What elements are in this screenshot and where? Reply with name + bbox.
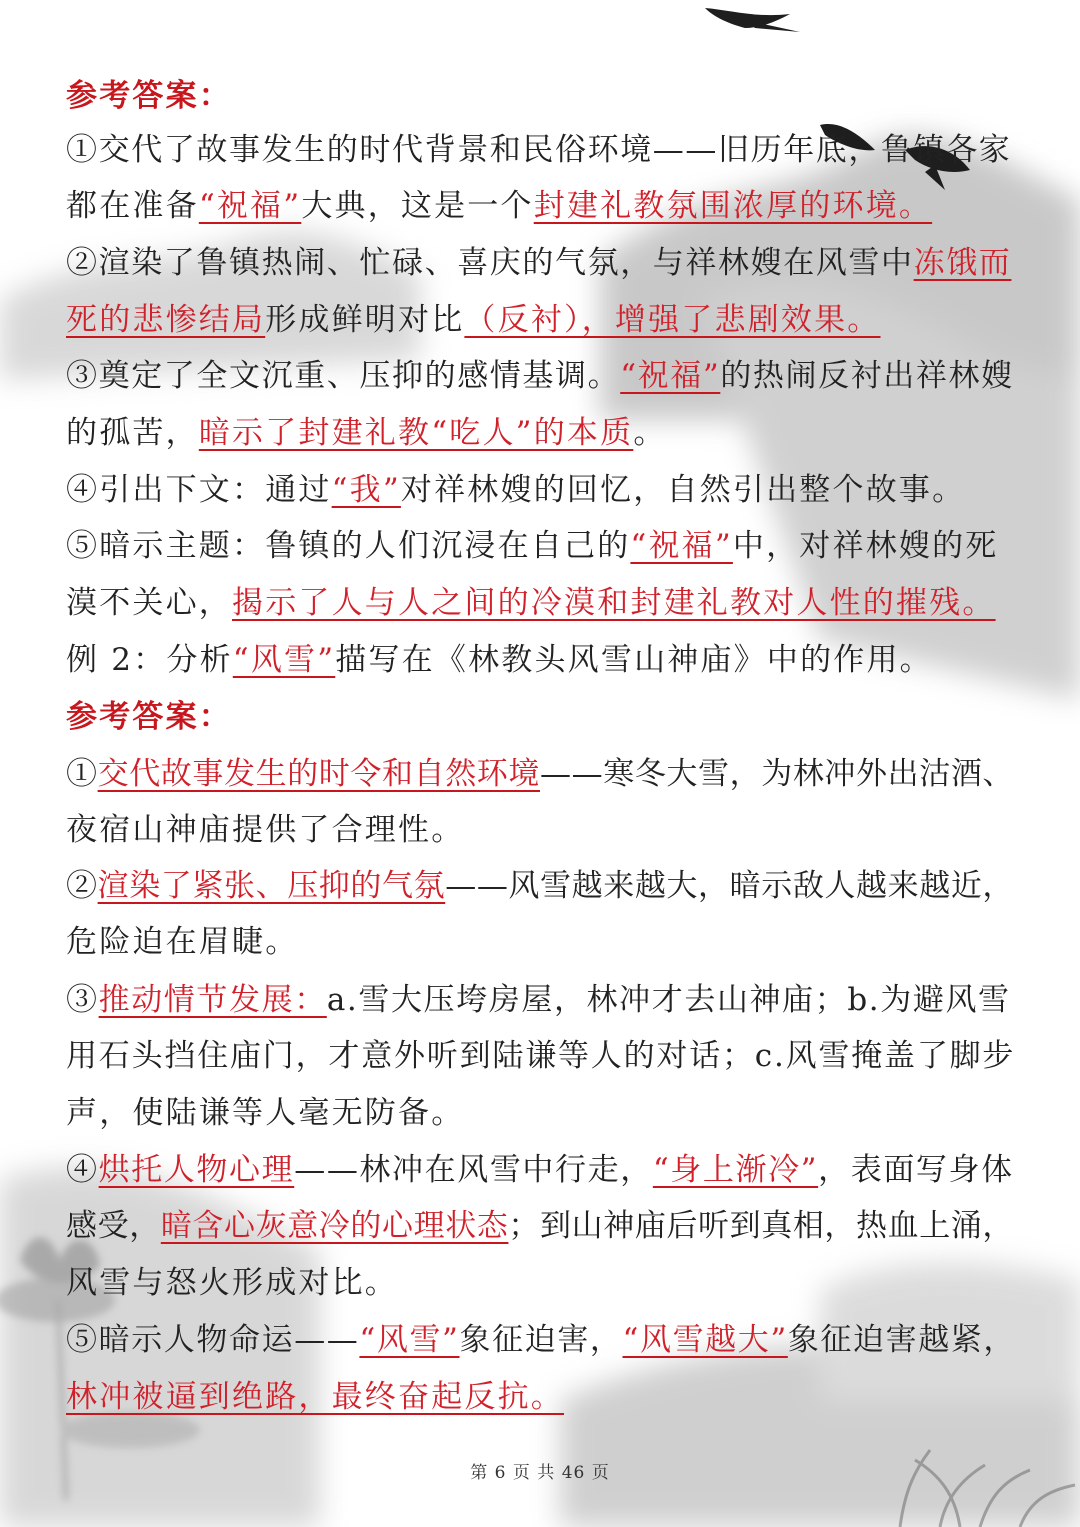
fill-in-answer: 冻饿而 (913, 245, 1012, 281)
text: 都在准备 (66, 188, 199, 224)
fill-in-answer: 推动情节发展： (98, 982, 327, 1018)
text: 声，使陆谦等人毫无防备。 (66, 1095, 465, 1131)
answer-heading: 参考答案： (66, 699, 232, 735)
text: ③ (66, 982, 99, 1018)
answer-item-3-line-2 (66, 413, 667, 453)
fill-in-answer: 暗示了封建礼教“吃人”的本质 (198, 415, 634, 451)
fill-in-answer: “我” (331, 472, 401, 508)
text: ，表面写身体 (818, 1152, 1014, 1188)
text: 象征迫害， (459, 1322, 623, 1358)
text: 用石头挡住庙门，才意外听到陆谦等人的对话；c.风雪掩盖了脚步 (66, 1038, 1016, 1074)
fill-in-answer: 渲染了紧张、压抑的气氛 (97, 868, 446, 904)
text: ⑤暗示人物命运—— (66, 1322, 360, 1358)
answer-heading: 参考答案： (66, 78, 232, 114)
answer-item-4 (66, 470, 965, 510)
fill-in-answer: 封建礼教氛围浓厚的环境。 (533, 188, 933, 224)
text: 。 (633, 415, 667, 451)
answer-item-1-line-1 (66, 754, 1014, 794)
text: 大典，这是一个 (301, 188, 534, 224)
answer-item-1-line-1 (66, 130, 1011, 170)
answer-item-2-line-1 (66, 243, 1011, 283)
text: ③奠定了全文沉重、压抑的感情基调。 (66, 358, 621, 394)
text: 中，对祥林嫂的死 (732, 528, 999, 564)
answer-item-4-line-1 (66, 1150, 1014, 1190)
fill-in-answer: “身上渐冷” (652, 1152, 819, 1188)
answer-item-3-line-3 (66, 1093, 464, 1133)
answer-item-5-line-1 (66, 526, 999, 566)
answer-item-1-line-2 (66, 810, 464, 850)
text: 形成鲜明对比 (265, 302, 465, 338)
answer-item-2-line-1 (66, 866, 1014, 906)
answer-item-5-line-1 (66, 1320, 1016, 1360)
text: ——风雪越来越大，暗示敌人越来越近， (445, 868, 1015, 904)
fill-in-answer: （反衬），增强了悲剧效果。 (464, 302, 881, 338)
text: ——林冲在风雪中行走， (294, 1152, 653, 1188)
fill-in-answer: 烘托人物心理 (98, 1152, 295, 1188)
text: ①交代了故事发生的时代背景和民俗环境——旧历年底，鲁镇各家 (66, 132, 1012, 168)
text: 风雪与怒火形成对比。 (66, 1265, 398, 1301)
text: ；到山神庙后听到真相，热血上涌， (508, 1208, 1015, 1244)
fill-in-answer: “风雪越大” (622, 1322, 788, 1358)
fill-in-answer: “风雪” (232, 642, 336, 678)
text: ②渲染了鲁镇热闹、忙碌、喜庆的气氛，与祥林嫂在风雪中 (66, 245, 914, 281)
answer-item-1-line-2 (66, 186, 932, 226)
example-question (66, 640, 933, 680)
fill-in-answer: “祝福” (630, 528, 733, 564)
answer-item-4-line-2 (66, 1206, 1014, 1246)
text: ④引出下文：通过 (66, 472, 332, 508)
fill-in-answer: 暗含心灰意冷的心理状态 (160, 1208, 509, 1244)
text: 例 2：分析 (66, 642, 233, 678)
text: ——寒冬大雪，为林冲外出沽酒、 (540, 756, 1015, 792)
text: 的孤苦， (66, 415, 199, 451)
text: 漠不关心， (66, 585, 232, 621)
answer-item-2-line-2 (66, 300, 881, 340)
answer-item-4-line-3 (66, 1263, 398, 1303)
fill-in-answer: 死的悲惨结局 (66, 302, 266, 338)
text: 感受， (66, 1208, 161, 1244)
fill-in-answer: “祝福” (198, 188, 302, 224)
text: 夜宿山神庙提供了合理性。 (66, 812, 465, 848)
answer-item-3-line-1 (66, 356, 1014, 396)
fill-in-answer: “风雪” (359, 1322, 460, 1358)
text: ② (66, 868, 98, 904)
fill-in-answer: 林冲被逼到绝路，最终奋起反抗。 (66, 1379, 564, 1415)
fill-in-answer: “祝福” (620, 358, 721, 394)
fill-in-answer: 揭示了人与人之间的冷漠和封建礼教对人性的摧残。 (232, 585, 996, 621)
fill-in-answer: 交代故事发生的时令和自然环境 (97, 756, 541, 792)
text: 象征迫害越紧， (787, 1322, 1017, 1358)
text: 危险迫在眉睫。 (66, 924, 299, 960)
text: 对祥林嫂的回忆，自然引出整个故事。 (400, 472, 966, 508)
answer-item-5-line-2 (66, 583, 996, 623)
text: ① (66, 756, 98, 792)
answer-item-3-line-1 (66, 980, 1011, 1020)
text: 描写在《林教头风雪山神庙》中的作用。 (335, 642, 933, 678)
text: a.雪大压垮房屋，林冲才去山神庙；b.为避风雪 (326, 982, 1011, 1018)
text: ⑤暗示主题：鲁镇的人们沉浸在自己的 (66, 528, 631, 564)
answer-item-3-line-2 (66, 1036, 1015, 1076)
text: ④ (66, 1152, 99, 1188)
answer-item-5-line-2 (66, 1377, 564, 1417)
answer-item-2-line-2 (66, 922, 298, 962)
page-number: 第 6 页 共 46 页 (470, 1463, 610, 1483)
text: 的热闹反衬出祥林嫂 (720, 358, 1014, 394)
